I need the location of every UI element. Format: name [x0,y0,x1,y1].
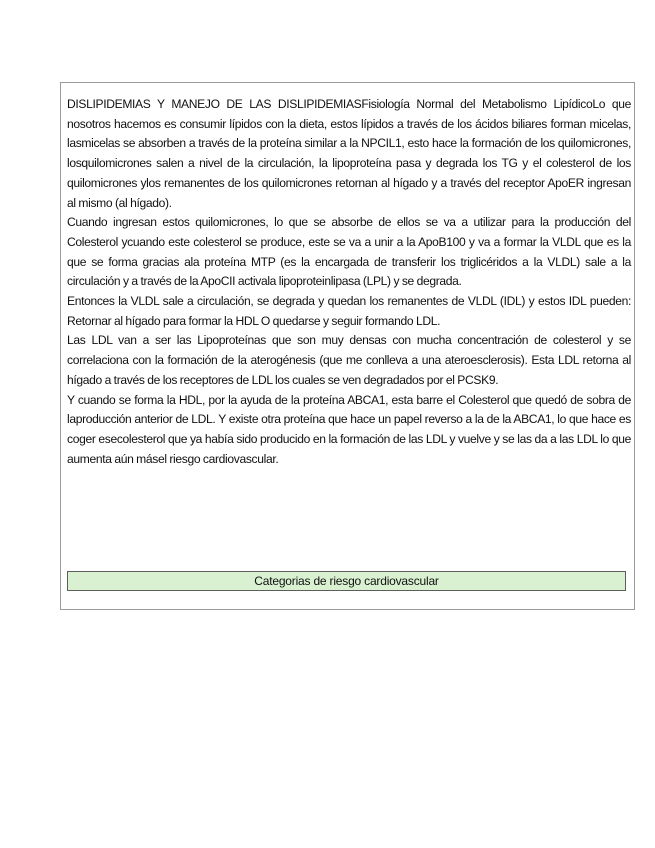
paragraph-vldl-formation: Cuando ingresan estos quilomicrones, lo que se absorbe de ellos se va a utilizar para la producción del Colesterol ycuando este colesterol se produce, este se va a unir a la ApoB100 y va a formar la VLDL que es la que se forma gracias ala proteína MTP (es la encargada de transferir los triglicéridos a la VLDL) sale a la circulación y a través de la ApoCII activala lipoproteinlipasa (LPL) y se degrada. [67,215,631,289]
paragraph-hdl-abca1: Y cuando se forma la HDL, por la ayuda de la proteína ABCA1, esta barre el Colesterol que quedó de sobra de laproducción anterior de LDL. Y existe otra proteína que hace un papel reverso a la de la ABCA1, lo que hace es coger esecolesterol que ya había sido producido en la formación de las LDL y vuelve y se las da a las LDL lo que aumenta aún másel riesgo cardiovascular. [67,392,631,466]
document-frame [60,82,635,610]
paragraph-idl-remnants: Entonces la VLDL sale a circulación, se degrada y quedan los remanentes de VLDL (IDL) y estos IDL pueden: Retornar al hígado para formar la HDL O quedarse y seguir formando LDL. [67,294,631,328]
risk-categories-table-header: Categorias de riesgo cardiovascular [67,571,626,591]
paragraph-lipid-metabolism: DISLIPIDEMIAS Y MANEJO DE LAS DISLIPIDEMIASFisiología Normal del Metabolismo LipídicoLo que nosotros hacemos es consumir lípidos con la dieta, estos lípidos a través de los ácidos biliares forman micelas, lasmicelas se absorben a través de la proteína similar a la NPCIL1, esto hace la formación de los quilomicrones, losquilomicrones salen a nivel de la circulación, la lipoproteína pasa y degrada los TG y el colesterol de los quilomicrones ylos remanentes de los quilomicrones retornan al hígado y a través del receptor ApoER ingresan al mismo (al hígado). [67,97,631,210]
paragraph-ldl-atherogenesis: Las LDL van a ser las Lipoproteínas que son muy densas con mucha concentración de colesterol y se correlaciona con la formación de la aterogénesis (que me conlleva a una ateroesclerosis). Esta LDL retorna al hígado a través de los receptores de LDL los cuales se ven degradados por el PCSK9. [67,333,631,387]
document-body [67,95,631,469]
